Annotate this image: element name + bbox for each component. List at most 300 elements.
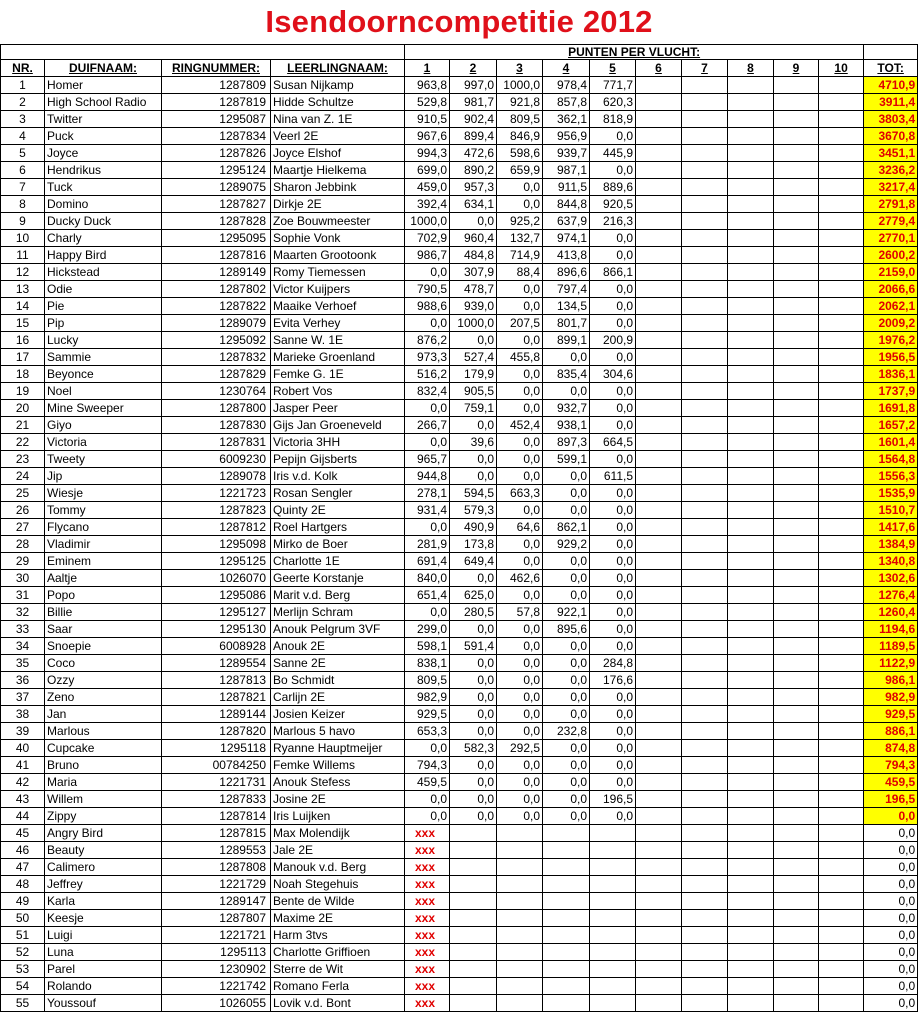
row-flight-10 (819, 179, 864, 196)
row-nr: 21 (1, 417, 45, 434)
row-flight-10 (819, 366, 864, 383)
row-leerlingnaam: Ryanne Hauptmeijer (271, 740, 405, 757)
row-flight-9 (774, 230, 819, 247)
row-flight-1: 516,2 (405, 366, 450, 383)
row-flight-7 (682, 111, 728, 128)
row-flight-1: 0,0 (405, 604, 450, 621)
row-flight-9 (774, 706, 819, 723)
table-row (1, 927, 918, 944)
row-total: 0,0 (864, 876, 918, 893)
row-flight-9 (774, 94, 819, 111)
row-leerlingnaam: Charlotte 1E (271, 553, 405, 570)
row-flight-5: 0,0 (590, 740, 636, 757)
row-flight-7 (682, 281, 728, 298)
row-flight-3: 663,3 (497, 485, 543, 502)
row-total: 1737,9 (864, 383, 918, 400)
row-leerlingnaam: Pepijn Gijsberts (271, 451, 405, 468)
row-flight-5: 0,0 (590, 689, 636, 706)
row-total: 3236,2 (864, 162, 918, 179)
row-flight-1: 982,9 (405, 689, 450, 706)
row-leerlingnaam: Jale 2E (271, 842, 405, 859)
row-nr: 9 (1, 213, 45, 230)
row-duifnaam: Parel (45, 961, 162, 978)
row-flight-4: 599,1 (543, 451, 590, 468)
row-flight-4 (543, 995, 590, 1012)
row-flight-5: 889,6 (590, 179, 636, 196)
row-duifnaam: Giyo (45, 417, 162, 434)
row-flight-1: 459,5 (405, 774, 450, 791)
header-flight-3: 3 (497, 60, 543, 77)
row-flight-3: 0,0 (497, 434, 543, 451)
row-flight-3: 455,8 (497, 349, 543, 366)
row-flight-7 (682, 519, 728, 536)
row-flight-7 (682, 672, 728, 689)
row-leerlingnaam: Lovik v.d. Bont (271, 995, 405, 1012)
row-flight-5: 0,0 (590, 230, 636, 247)
table-row (1, 587, 918, 604)
row-flight-5 (590, 910, 636, 927)
row-flight-8 (728, 315, 774, 332)
row-leerlingnaam: Hidde Schultze (271, 94, 405, 111)
row-nr: 44 (1, 808, 45, 825)
row-ringnummer: 1289554 (162, 655, 271, 672)
row-flight-10 (819, 842, 864, 859)
row-flight-10 (819, 740, 864, 757)
row-total: 2600,2 (864, 247, 918, 264)
row-flight-8 (728, 570, 774, 587)
row-flight-10 (819, 502, 864, 519)
row-flight-5 (590, 944, 636, 961)
row-flight-2: 0,0 (450, 723, 497, 740)
row-flight-5 (590, 825, 636, 842)
row-flight-7 (682, 400, 728, 417)
header-flight-8: 8 (728, 60, 774, 77)
row-flight-4 (543, 978, 590, 995)
row-flight-8 (728, 927, 774, 944)
row-flight-5 (590, 859, 636, 876)
row-flight-1: 790,5 (405, 281, 450, 298)
row-total: 1564,8 (864, 451, 918, 468)
row-duifnaam: Happy Bird (45, 247, 162, 264)
row-flight-3: 921,8 (497, 94, 543, 111)
row-leerlingnaam: Sanne 2E (271, 655, 405, 672)
row-flight-3: 0,0 (497, 366, 543, 383)
row-flight-10 (819, 332, 864, 349)
row-nr: 17 (1, 349, 45, 366)
row-flight-6 (636, 94, 682, 111)
row-flight-10 (819, 621, 864, 638)
row-flight-7 (682, 961, 728, 978)
row-total: 1302,6 (864, 570, 918, 587)
row-flight-5: 445,9 (590, 145, 636, 162)
row-flight-3: 0,0 (497, 621, 543, 638)
row-flight-7 (682, 774, 728, 791)
row-flight-not-participating: xxx (405, 927, 450, 944)
row-ringnummer: 1295087 (162, 111, 271, 128)
row-flight-2: 582,3 (450, 740, 497, 757)
row-flight-8 (728, 247, 774, 264)
row-flight-10 (819, 349, 864, 366)
row-flight-8 (728, 451, 774, 468)
row-flight-7 (682, 825, 728, 842)
row-ringnummer: 1289553 (162, 842, 271, 859)
row-leerlingnaam: Zoe Bouwmeester (271, 213, 405, 230)
row-flight-1: 0,0 (405, 315, 450, 332)
row-duifnaam: Victoria (45, 434, 162, 451)
row-duifnaam: Hendrikus (45, 162, 162, 179)
row-flight-5: 0,0 (590, 383, 636, 400)
row-flight-7 (682, 315, 728, 332)
table-row (1, 264, 918, 281)
row-flight-7 (682, 638, 728, 655)
row-flight-6 (636, 264, 682, 281)
row-duifnaam: Homer (45, 77, 162, 94)
row-flight-8 (728, 502, 774, 519)
row-flight-3: 1000,0 (497, 77, 543, 94)
row-duifnaam: Maria (45, 774, 162, 791)
row-flight-2: 478,7 (450, 281, 497, 298)
row-flight-8 (728, 876, 774, 893)
row-nr: 6 (1, 162, 45, 179)
row-flight-4 (543, 825, 590, 842)
row-ringnummer: 1289149 (162, 264, 271, 281)
row-flight-4: 987,1 (543, 162, 590, 179)
row-flight-3: 207,5 (497, 315, 543, 332)
row-flight-6 (636, 621, 682, 638)
row-flight-2: 0,0 (450, 468, 497, 485)
row-total: 2779,4 (864, 213, 918, 230)
row-leerlingnaam: Maartje Hielkema (271, 162, 405, 179)
table-row (1, 995, 918, 1012)
row-flight-3: 462,6 (497, 570, 543, 587)
row-nr: 10 (1, 230, 45, 247)
row-flight-7 (682, 995, 728, 1012)
header-flight-9: 9 (774, 60, 819, 77)
row-flight-9 (774, 944, 819, 961)
row-ringnummer: 1287808 (162, 859, 271, 876)
row-nr: 33 (1, 621, 45, 638)
row-flight-8 (728, 859, 774, 876)
row-leerlingnaam: Quinty 2E (271, 502, 405, 519)
row-ringnummer: 1287823 (162, 502, 271, 519)
row-flight-1: 653,3 (405, 723, 450, 740)
row-flight-9 (774, 196, 819, 213)
row-flight-8 (728, 77, 774, 94)
row-flight-8 (728, 638, 774, 655)
row-flight-8 (728, 298, 774, 315)
row-leerlingnaam: Robert Vos (271, 383, 405, 400)
row-flight-10 (819, 978, 864, 995)
row-leerlingnaam: Merlijn Schram (271, 604, 405, 621)
row-flight-4: 978,4 (543, 77, 590, 94)
row-flight-6 (636, 332, 682, 349)
row-flight-10 (819, 281, 864, 298)
row-leerlingnaam: Charlotte Griffioen (271, 944, 405, 961)
row-leerlingnaam: Iris v.d. Kolk (271, 468, 405, 485)
table-row (1, 689, 918, 706)
row-duifnaam: Youssouf (45, 995, 162, 1012)
row-flight-5: 0,0 (590, 315, 636, 332)
row-flight-6 (636, 383, 682, 400)
row-flight-8 (728, 757, 774, 774)
row-nr: 1 (1, 77, 45, 94)
row-nr: 23 (1, 451, 45, 468)
row-flight-7 (682, 468, 728, 485)
row-ringnummer: 1287830 (162, 417, 271, 434)
row-duifnaam: Zeno (45, 689, 162, 706)
row-flight-6 (636, 434, 682, 451)
row-flight-9 (774, 893, 819, 910)
row-flight-9 (774, 910, 819, 927)
row-leerlingnaam: Roel Hartgers (271, 519, 405, 536)
row-flight-10 (819, 247, 864, 264)
row-flight-8 (728, 366, 774, 383)
row-flight-2: 0,0 (450, 774, 497, 791)
row-nr: 20 (1, 400, 45, 417)
row-leerlingnaam: Romano Ferla (271, 978, 405, 995)
row-flight-4 (543, 927, 590, 944)
row-flight-7 (682, 808, 728, 825)
row-flight-9 (774, 689, 819, 706)
row-flight-4: 232,8 (543, 723, 590, 740)
row-total: 2770,1 (864, 230, 918, 247)
row-duifnaam: Pip (45, 315, 162, 332)
row-nr: 52 (1, 944, 45, 961)
row-ringnummer: 1287829 (162, 366, 271, 383)
row-flight-6 (636, 655, 682, 672)
table-row (1, 757, 918, 774)
row-flight-2 (450, 944, 497, 961)
row-duifnaam: Coco (45, 655, 162, 672)
row-flight-3: 598,6 (497, 145, 543, 162)
row-flight-7 (682, 842, 728, 859)
row-duifnaam: Joyce (45, 145, 162, 162)
row-flight-7 (682, 94, 728, 111)
row-total: 0,0 (864, 944, 918, 961)
row-total: 1340,8 (864, 553, 918, 570)
row-nr: 32 (1, 604, 45, 621)
row-total: 4710,9 (864, 77, 918, 94)
row-total: 196,5 (864, 791, 918, 808)
row-duifnaam: Keesje (45, 910, 162, 927)
row-flight-5 (590, 995, 636, 1012)
row-flight-10 (819, 774, 864, 791)
row-leerlingnaam: Maarten Grootoonk (271, 247, 405, 264)
row-leerlingnaam: Anouk 2E (271, 638, 405, 655)
row-leerlingnaam: Maaike Verhoef (271, 298, 405, 315)
row-flight-6 (636, 570, 682, 587)
row-flight-5: 0,0 (590, 808, 636, 825)
row-ringnummer: 1287809 (162, 77, 271, 94)
row-flight-7 (682, 179, 728, 196)
row-flight-7 (682, 757, 728, 774)
row-total: 1417,6 (864, 519, 918, 536)
header-flight-7: 7 (682, 60, 728, 77)
table-row (1, 366, 918, 383)
row-flight-8 (728, 672, 774, 689)
row-flight-5: 0,0 (590, 128, 636, 145)
row-flight-5: 200,9 (590, 332, 636, 349)
row-flight-2 (450, 995, 497, 1012)
row-ringnummer: 6009230 (162, 451, 271, 468)
row-flight-10 (819, 77, 864, 94)
row-flight-7 (682, 859, 728, 876)
row-flight-4: 862,1 (543, 519, 590, 536)
row-leerlingnaam: Iris Luijken (271, 808, 405, 825)
row-flight-3: 452,4 (497, 417, 543, 434)
row-flight-9 (774, 791, 819, 808)
row-flight-3: 659,9 (497, 162, 543, 179)
row-duifnaam: Calimero (45, 859, 162, 876)
row-duifnaam: Vladimir (45, 536, 162, 553)
row-total: 1194,6 (864, 621, 918, 638)
row-flight-5: 176,6 (590, 672, 636, 689)
row-total: 1601,4 (864, 434, 918, 451)
table-row (1, 162, 918, 179)
row-nr: 31 (1, 587, 45, 604)
row-flight-4: 0,0 (543, 570, 590, 587)
row-flight-8 (728, 162, 774, 179)
row-ringnummer: 1287800 (162, 400, 271, 417)
row-leerlingnaam: Maxime 2E (271, 910, 405, 927)
header-flight-4: 4 (543, 60, 590, 77)
row-ringnummer: 1287807 (162, 910, 271, 927)
row-flight-9 (774, 332, 819, 349)
row-flight-6 (636, 145, 682, 162)
row-ringnummer: 1230902 (162, 961, 271, 978)
row-flight-10 (819, 961, 864, 978)
row-flight-5: 0,0 (590, 757, 636, 774)
row-flight-5 (590, 876, 636, 893)
row-flight-10 (819, 485, 864, 502)
row-flight-3 (497, 859, 543, 876)
row-flight-7 (682, 298, 728, 315)
row-total: 1691,8 (864, 400, 918, 417)
row-flight-3 (497, 910, 543, 927)
row-flight-10 (819, 655, 864, 672)
row-flight-3: 0,0 (497, 468, 543, 485)
row-flight-3: 0,0 (497, 451, 543, 468)
row-flight-4 (543, 893, 590, 910)
row-flight-3: 132,7 (497, 230, 543, 247)
row-flight-10 (819, 383, 864, 400)
row-leerlingnaam: Marit v.d. Berg (271, 587, 405, 604)
row-ringnummer: 1295127 (162, 604, 271, 621)
row-flight-2: 960,4 (450, 230, 497, 247)
row-leerlingnaam: Josine 2E (271, 791, 405, 808)
row-flight-5: 866,1 (590, 264, 636, 281)
row-duifnaam: Jeffrey (45, 876, 162, 893)
row-flight-6 (636, 247, 682, 264)
row-flight-10 (819, 553, 864, 570)
row-flight-4: 922,1 (543, 604, 590, 621)
row-ringnummer: 1295118 (162, 740, 271, 757)
row-ringnummer: 00784250 (162, 757, 271, 774)
row-duifnaam: Marlous (45, 723, 162, 740)
row-nr: 28 (1, 536, 45, 553)
row-nr: 34 (1, 638, 45, 655)
row-leerlingnaam: Femke G. 1E (271, 366, 405, 383)
row-flight-9 (774, 519, 819, 536)
row-duifnaam: Popo (45, 587, 162, 604)
row-flight-2: 0,0 (450, 689, 497, 706)
row-flight-4: 0,0 (543, 808, 590, 825)
row-flight-6 (636, 400, 682, 417)
row-nr: 30 (1, 570, 45, 587)
row-flight-6 (636, 587, 682, 604)
row-flight-10 (819, 876, 864, 893)
row-flight-6 (636, 111, 682, 128)
row-flight-8 (728, 825, 774, 842)
row-flight-3: 0,0 (497, 774, 543, 791)
row-flight-9 (774, 536, 819, 553)
column-header-row (1, 60, 918, 77)
row-flight-6 (636, 910, 682, 927)
row-flight-8 (728, 468, 774, 485)
row-nr: 29 (1, 553, 45, 570)
row-flight-10 (819, 825, 864, 842)
row-flight-9 (774, 723, 819, 740)
row-flight-3: 0,0 (497, 638, 543, 655)
row-total: 0,0 (864, 808, 918, 825)
row-flight-6 (636, 485, 682, 502)
row-flight-2: 39,6 (450, 434, 497, 451)
row-flight-4: 897,3 (543, 434, 590, 451)
row-flight-7 (682, 893, 728, 910)
row-flight-3: 0,0 (497, 536, 543, 553)
row-flight-2: 0,0 (450, 655, 497, 672)
row-flight-6 (636, 859, 682, 876)
row-ringnummer: 1287815 (162, 825, 271, 842)
row-flight-4: 857,8 (543, 94, 590, 111)
row-flight-7 (682, 621, 728, 638)
row-flight-7 (682, 587, 728, 604)
row-flight-1: 931,4 (405, 502, 450, 519)
row-flight-6 (636, 179, 682, 196)
group-header-row (1, 45, 918, 60)
row-flight-4: 899,1 (543, 332, 590, 349)
row-flight-2: 472,6 (450, 145, 497, 162)
row-flight-4: 929,2 (543, 536, 590, 553)
row-flight-7 (682, 927, 728, 944)
table-row (1, 859, 918, 876)
row-flight-10 (819, 689, 864, 706)
row-total: 0,0 (864, 927, 918, 944)
row-ringnummer: 1287812 (162, 519, 271, 536)
row-flight-6 (636, 927, 682, 944)
row-flight-6 (636, 417, 682, 434)
row-flight-3 (497, 876, 543, 893)
row-flight-6 (636, 77, 682, 94)
row-flight-9 (774, 485, 819, 502)
row-duifnaam: Wiesje (45, 485, 162, 502)
row-flight-4: 0,0 (543, 383, 590, 400)
table-row (1, 111, 918, 128)
row-duifnaam: Karla (45, 893, 162, 910)
row-flight-4: 362,1 (543, 111, 590, 128)
row-ringnummer: 1287822 (162, 298, 271, 315)
row-flight-3: 57,8 (497, 604, 543, 621)
row-flight-6 (636, 281, 682, 298)
row-total: 459,5 (864, 774, 918, 791)
row-ringnummer: 1230764 (162, 383, 271, 400)
row-duifnaam: Ducky Duck (45, 213, 162, 230)
row-nr: 8 (1, 196, 45, 213)
row-nr: 48 (1, 876, 45, 893)
row-flight-2: 484,8 (450, 247, 497, 264)
row-total: 1260,4 (864, 604, 918, 621)
row-duifnaam: Tweety (45, 451, 162, 468)
